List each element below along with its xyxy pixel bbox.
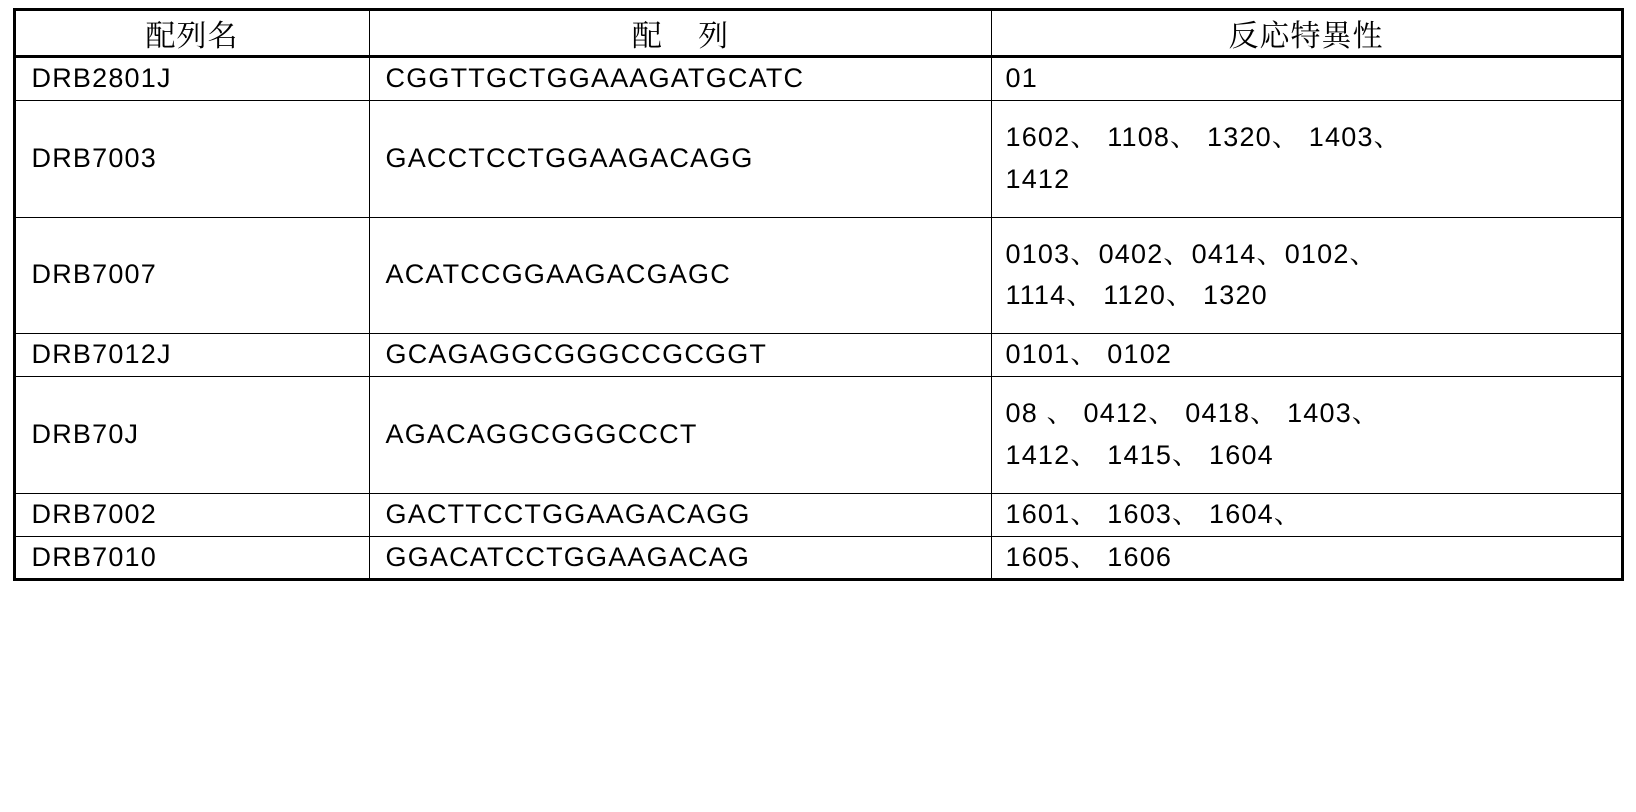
cell-sequence: ACATCCGGAAGACGAGC bbox=[369, 217, 991, 334]
column-header-name: 配列名 bbox=[14, 10, 369, 57]
cell-name: DRB7012J bbox=[14, 334, 369, 377]
cell-specificity: 1601、 1603、 1604、 bbox=[991, 493, 1622, 536]
cell-sequence: GCAGAGGCGGGCCGCGGT bbox=[369, 334, 991, 377]
cell-specificity: 08 、 0412、 0418、 1403、 1412、 1415、 1604 bbox=[991, 377, 1622, 494]
table-row bbox=[14, 57, 1622, 101]
cell-sequence: GACCTCCTGGAAGACAGG bbox=[369, 100, 991, 217]
cell-name: DRB7010 bbox=[14, 536, 369, 580]
cell-sequence: GACTTCCTGGAAGACAGG bbox=[369, 493, 991, 536]
table-row bbox=[14, 493, 1622, 536]
cell-specificity: 0103、0402、0414、0102、 1114、 1120、 1320 bbox=[991, 217, 1622, 334]
cell-name: DRB7003 bbox=[14, 100, 369, 217]
cell-name: DRB70J bbox=[14, 377, 369, 494]
table-row bbox=[14, 100, 1622, 217]
column-header-sequence: 配 列 bbox=[369, 10, 991, 57]
cell-sequence: CGGTTGCTGGAAAGATGCATC bbox=[369, 57, 991, 101]
column-header-specificity: 反応特異性 bbox=[991, 10, 1622, 57]
cell-sequence: GGACATCCTGGAAGACAG bbox=[369, 536, 991, 580]
cell-specificity: 1602、 1108、 1320、 1403、 1412 bbox=[991, 100, 1622, 217]
cell-specificity: 01 bbox=[991, 57, 1622, 101]
cell-name: DRB7002 bbox=[14, 493, 369, 536]
cell-specificity: 1605、 1606 bbox=[991, 536, 1622, 580]
table-header-row bbox=[14, 10, 1622, 57]
cell-sequence: AGACAGGCGGGCCCT bbox=[369, 377, 991, 494]
cell-name: DRB7007 bbox=[14, 217, 369, 334]
table-row bbox=[14, 217, 1622, 334]
sequence-table bbox=[13, 8, 1624, 581]
table-row bbox=[14, 334, 1622, 377]
table-row bbox=[14, 377, 1622, 494]
table-row bbox=[14, 536, 1622, 580]
cell-name: DRB2801J bbox=[14, 57, 369, 101]
cell-specificity: 0101、 0102 bbox=[991, 334, 1622, 377]
